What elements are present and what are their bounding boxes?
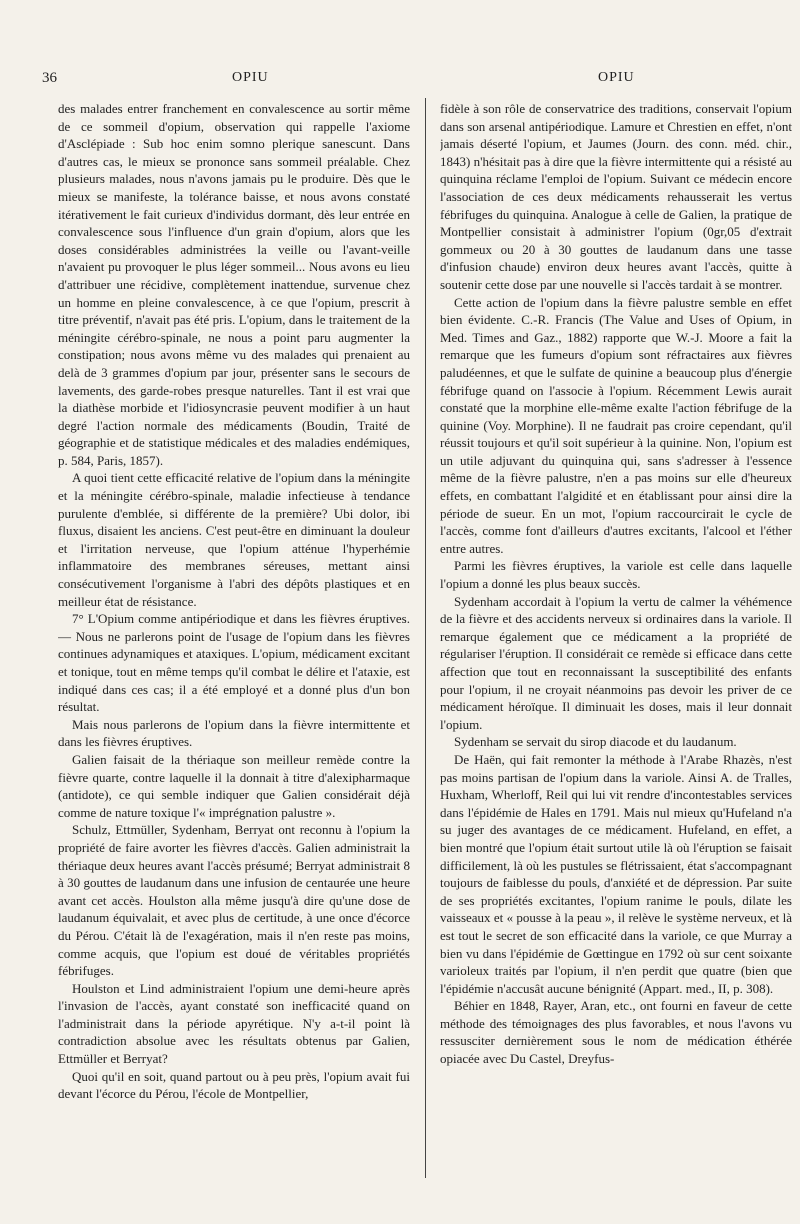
paragraph: Béhier en 1848, Rayer, Aran, etc., ont fourni en faveur de cette méthode des témoignages des plus favorables, et nous l'avons vu ressusciter dernièrement sous le nom de médication éthérée opiacée avec Du Castel, Dreyfus-	[440, 998, 792, 1067]
left-column	[58, 100, 410, 1195]
paragraph: Schulz, Ettmüller, Sydenham, Berryat ont reconnu à l'opium la propriété de faire avorter les fièvres d'accès. Galien administrait la thériaque deux heures avant l'accès présumé; Berryat administrait 8 à 30 gouttes de laudanum dans une infusion de centaurée une heure avant cet accès. Houlston alla même jusqu'à dire qu'une dose de laudanum équivalait, et avec plus de certitude, à une once d'écorce du Pérou. C'était là de l'exagération, mais il n'en reste pas moins, comme acquis, que l'opium est doué de véritables propriétés fébrifuges.	[58, 822, 410, 979]
page-number: 36	[42, 70, 57, 86]
running-title-left: OPIU	[232, 70, 269, 85]
paragraph: Sydenham accordait à l'opium la vertu de calmer la véhémence de la fièvre et des accidents nerveux si ordinaires dans la variole. Il remarque également que ce médicament a la propriété de régulariser l'éruption. Il considérait ce remède si efficace dans cette affection que tout en reconnaissant la susceptibilité des enfants pour l'opium, il ne croyait néanmoins pas devoir les priver de ce médicament héroïque. Il diminuait les doses, mais il leur donnait l'opium.	[440, 593, 792, 732]
paragraph: Cette action de l'opium dans la fièvre palustre semble en effet bien évidente. C.-R. Francis (The Value and Uses of Opium, in Med. Times and Gaz., 1882) rapporte que W.-J. Moore a fait la remarque que les fumeurs d'opium sont réfractaires aux fièvres paludéennes, et que le sulfate de quinine a beaucoup plus d'énergie fébrifuge quand on l'associe à l'opium. Récemment Lewis aurait constaté que la morphine elle-même exalte l'action fébrifuge de la quinine (Voy. Morphine). Il ne faudrait pas croire cependant, qu'il réussit toujours et qu'il soit supérieur à la quinine. Non, l'opium est un utile adjuvant du quinquina qui, sans s'adresser à l'essence même de la fièvre palustre, n'en a pas moins sur elle d'heureux effets, en combattant l'algidité et en établissant pour ainsi dire la période de sueur. En un mot, l'opium raccourcirait le cycle de l'accès, comme font d'ailleurs d'autres excitants, l'alcool et l'éther entre autres.	[440, 294, 792, 556]
paragraph: des malades entrer franchement en convalescence au sortir même de ce sommeil d'opium, observation qui rappelle l'axiome d'Asclépiade : Sub hoc enim somno plerique sanescunt. Dans d'autres cas, le mieux se prononce sans sommeil préalable. Chez plusieurs malades, nous n'avons jamais pu le produire. Dès que le mieux se manifeste, la tolérance baisse, et nous avons constaté itérativement le fait curieux d'individus dormant, dès leur entrée en convalescence sous l'influence d'un grain d'opium, alors que les doses considérables administrées la veille ou l'avant-veille n'avaient pu provoquer le plus léger sommeil... Nous avons eu lieu d'attribuer une récidive, complètement inattendue, survenue chez un homme en pleine convalescence, à ce que l'opium, prescrit à titre préventif, n'avait pas été pris. L'opium, dans le traitement de la méningite cérébro-spinale, ne nous a point paru augmenter la constipation; nous avons même vu des malades qui prenaient au delà de 3 grammes d'opium par jour, présenter sans le secours de lavements, des garde-robes presque naturelles. Tant il est vrai que la diathèse morbide et l'idiosyncrasie peuvent modifier à un haut degré l'action normale des médicaments (Boudin, Traité de géographie et de statistique médicales et des maladies endémiques, p. 584, Paris, 1857).	[58, 101, 410, 468]
running-header	[0, 70, 800, 90]
running-title-right: OPIU	[598, 70, 635, 85]
paragraph: Parmi les fièvres éruptives, la variole est celle dans laquelle l'opium a donné les plus beaux succès.	[440, 558, 792, 592]
paragraph: Mais nous parlerons de l'opium dans la fièvre intermittente et dans les fièvres éruptives.	[58, 716, 410, 750]
paragraph: Sydenham se servait du sirop diacode et du laudanum.	[454, 734, 737, 750]
paragraph: fidèle à son rôle de conservatrice des traditions, conservait l'opium dans son arsenal antipériodique. Lamure et Chrestien en effet, n'ont jamais déserté l'opium, et Jaumes (Journ. des conn. méd. chir., 1843) n'hésitait pas à dire que la fièvre intermittente qui a résisté au quinquina réclame l'emploi de l'opium. Suivant ce médecin encore l'association de ces deux médicaments rehausserait les vertus fébrifuges du quinquina. Analogue à celle de Galien, la pratique de Montpellier consistait à administrer l'opium (0gr,05 d'extrait gommeux ou 20 à 30 gouttes de laudanum dans une tasse d'infusion chaude) environ deux heures avant l'accès, quitte à soutenir cette dose par une nouvelle si l'accès tardait à se montrer.	[440, 101, 792, 292]
paragraph: Quoi qu'il en soit, quand partout ou à peu près, l'opium avait fui devant l'écorce du Pérou, l'école de Montpellier,	[58, 1068, 410, 1102]
paragraph: Galien faisait de la thériaque son meilleur remède contre la fièvre quarte, contre laquelle il la donnait à titre d'alexipharmaque (antidote), ce qui semble indiquer que Galien considérait déjà comme de nature toxique l'« imprégnation palustre ».	[58, 751, 410, 820]
right-column	[440, 100, 792, 1195]
paragraph: A quoi tient cette efficacité relative de l'opium dans la méningite et la méningite cérébro-spinale, maladie infectieuse à tendance purulente d'emblée, si différente de la première? Ubi dolor, ibi fluxus, disaient les anciens. C'est peut-être en diminuant la douleur et l'irritation nerveuse, que l'opium atténue l'hyperhémie inflammatoire des membranes séreuses, mettant ainsi consécutivement l'organisme à l'abri des dépôts plastiques et en meilleur état de résistance.	[58, 470, 410, 609]
paragraph: Houlston et Lind administraient l'opium une demi-heure après l'invasion de l'accès, ayant constaté son inefficacité quand on l'administrait dans la période apyrétique. N'y a-t-il point là contradiction absolue avec les résultats obtenus par Galien, Ettmüller et Berryat?	[58, 980, 410, 1067]
paragraph: De Haën, qui fait remonter la méthode à l'Arabe Rhazès, n'est pas moins partisan de l'opium dans la variole. Ainsi A. de Tralles, Huxham, Wherloff, Reil qui lui vit rendre d'incontestables services dans l'épidémie de Hales en 1791. Mais nul mieux qu'Hufeland n'a su juger des avantages de ce médicament. Hufeland, en effet, a bien montré que l'opium était surtout utile là où l'éruption se faisait difficilement, là où les pustules se flétrissaient, état s'accompagnant toujours de faiblesse du pouls, d'anxiété et de dépression. Par suite de ses propriétés excitantes, l'opium ranime le pouls, dilate les vaisseaux et « pousse à la peau », il relève le système nerveux, et là est tout le secret de son efficacité dans la variole, ce que Murray a bien vu dans l'épidémie de Gœttingue en 1792 où sur cent soixante varioleux traités par l'opium, il n'en perdit que quatre (bien que l'épidémie n'accusât aucune bénignité (Appart. med., II, p. 308).	[440, 751, 792, 996]
paragraph: 7° L'Opium comme antipériodique et dans les fièvres éruptives. — Nous ne parlerons point de l'usage de l'opium dans les fièvres continues adynamiques et ataxiques. L'opium, médicament excitant et tonique, tout en même temps qu'il combat le délire et l'ataxie, est indiqué dans ces cas; il a été employé et a donné plus d'un bon résultat.	[58, 611, 410, 715]
column-divider	[425, 98, 426, 1178]
